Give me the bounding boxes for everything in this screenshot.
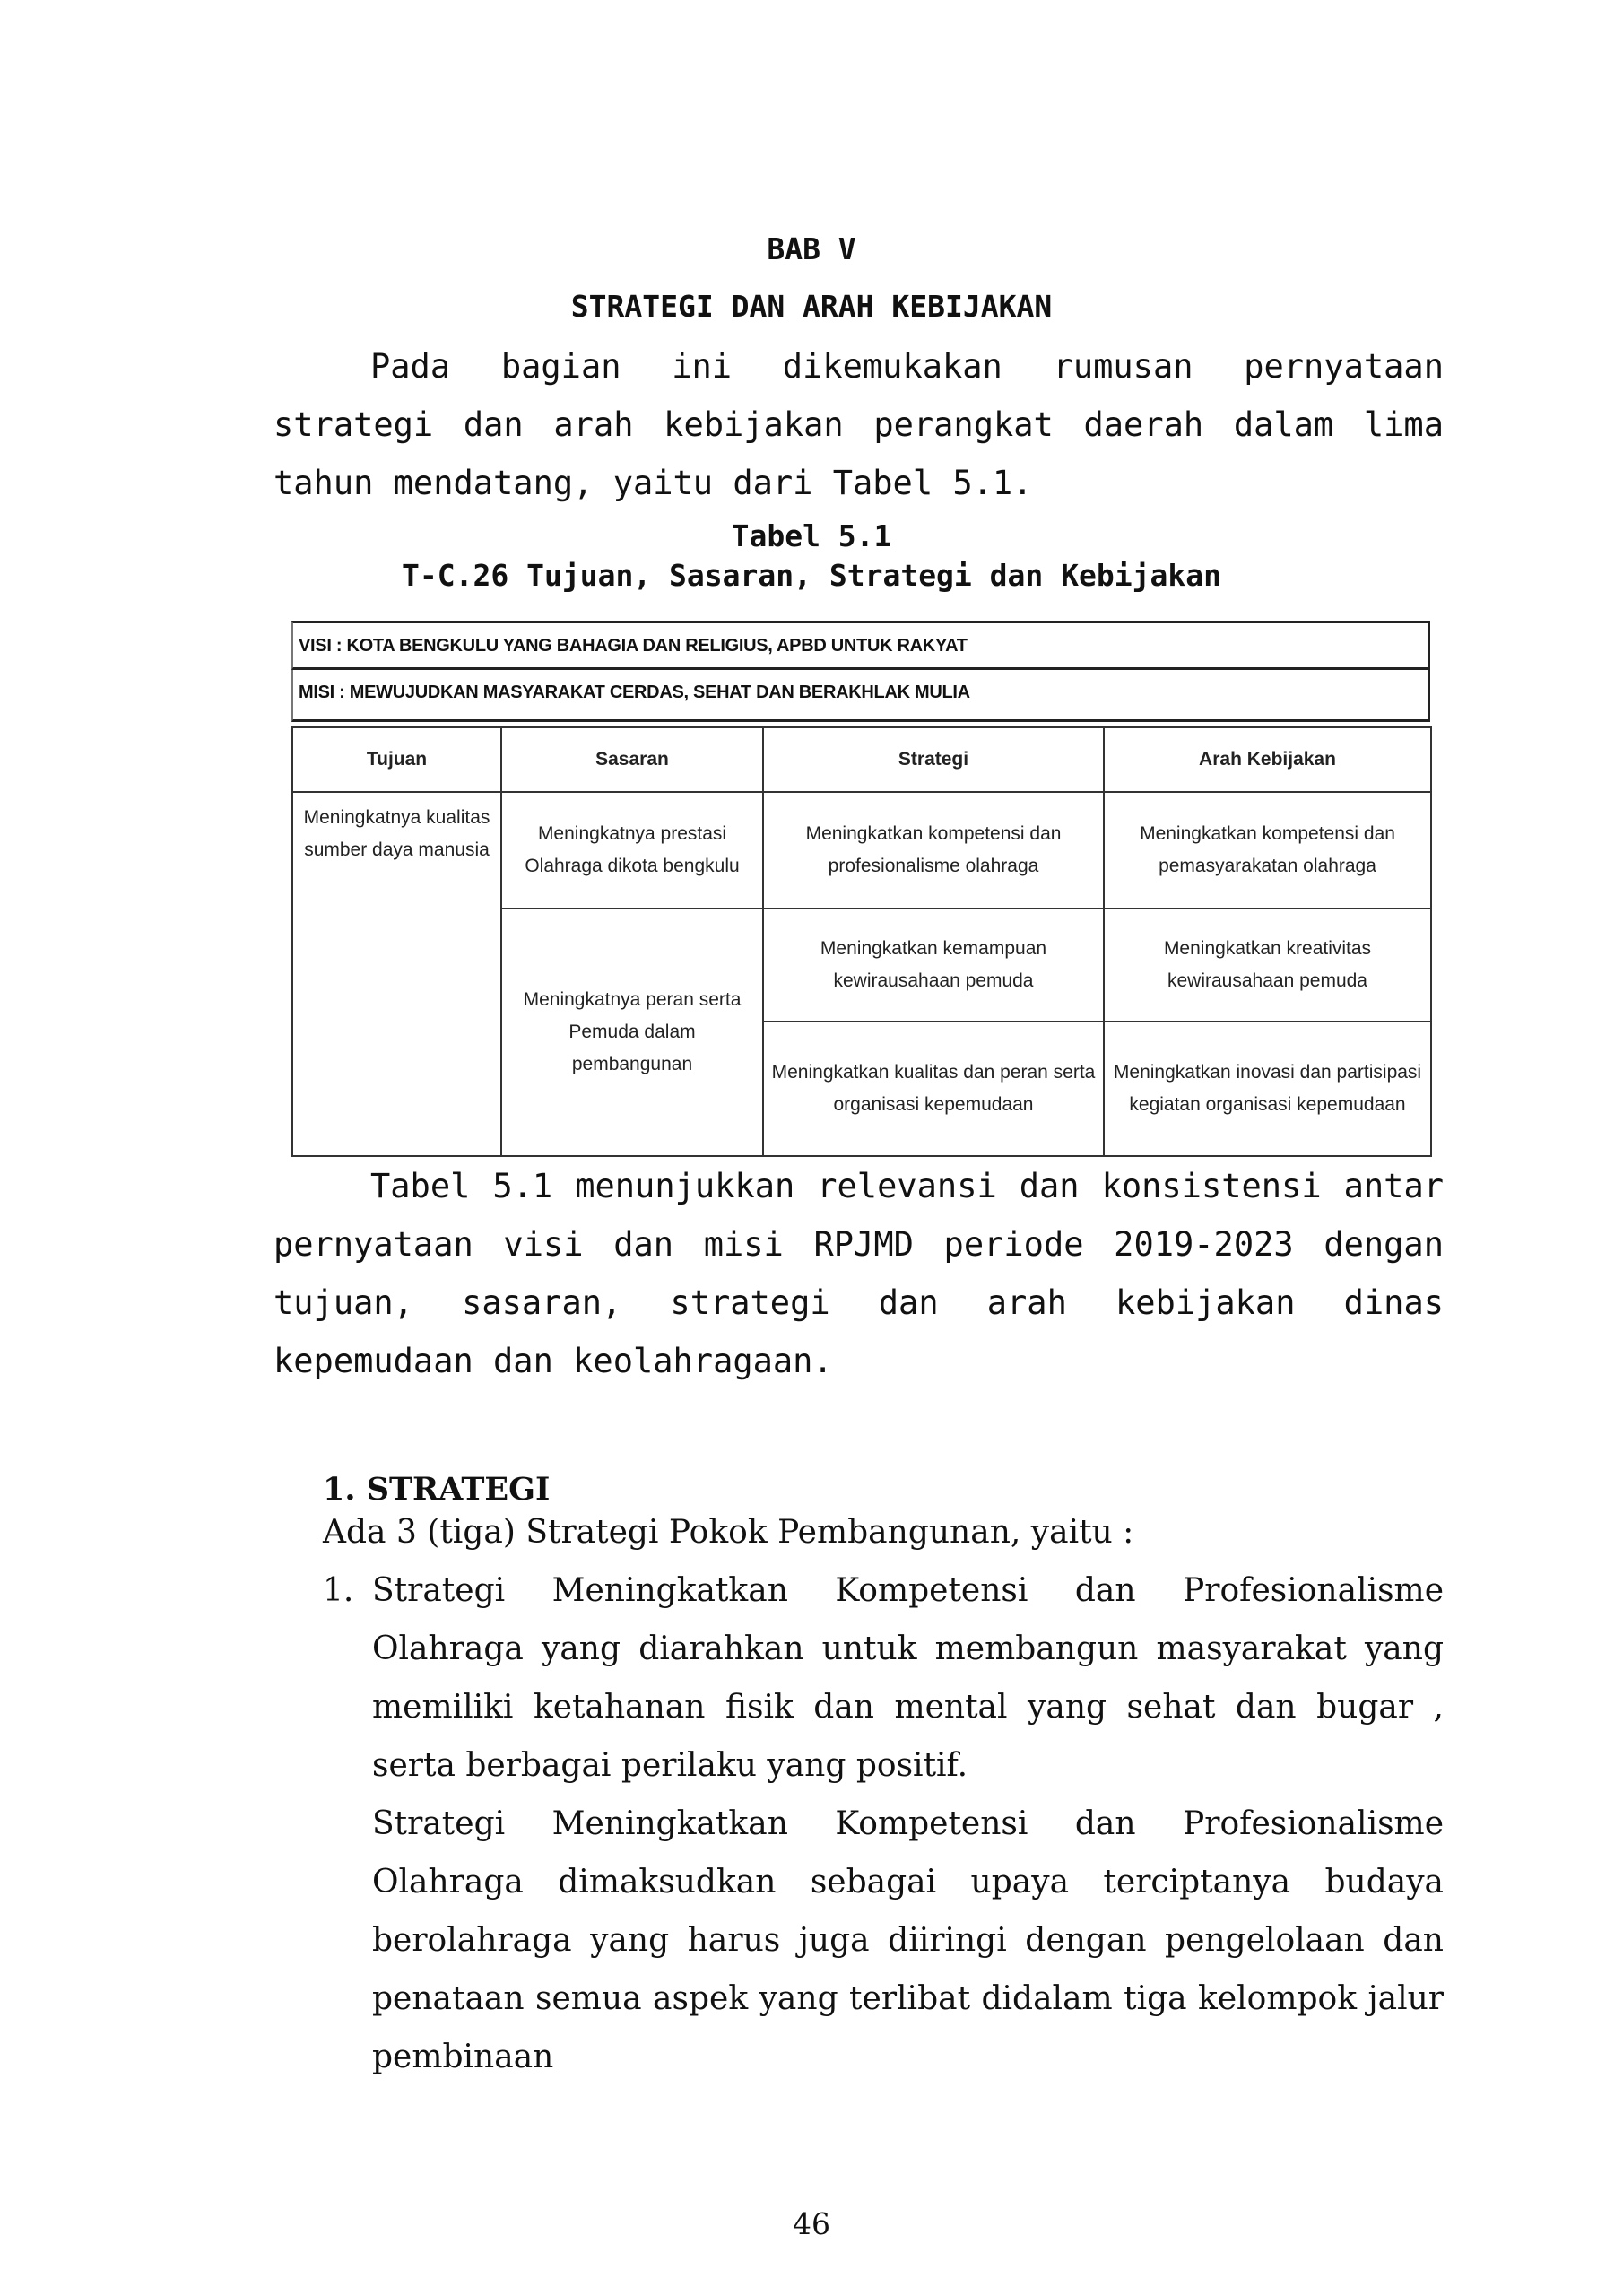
page-number: 46 [793,2206,830,2241]
list-item-paragraph-2: Strategi Meningkatkan Kompetensi dan Profesionalisme Olahraga dimaksudkan sebagai upaya terciptanya budaya berolahraga yang harus juga diiringi dengan pengelolaan dan penataan semua aspek yang terlibat didalam tiga kelompok jalur pembinaan [372,1805,1444,2075]
cell-kebijakan-2: Meningkatkan kreativitas kewirausahaan pemuda [1104,909,1431,1021]
cell-kebijakan-3: Meningkatkan inovasi dan partisipasi kegiatan organisasi kepemudaan [1104,1022,1431,1156]
cell-tujuan: Meningkatnya kualitas sumber daya manusia [292,792,501,1156]
list-item-number: 1. [323,1572,354,1609]
table-caption-title: T-C.26 Tujuan, Sasaran, Strategi dan Kebijakan [402,558,1221,593]
header-sasaran: Sasaran [501,727,763,792]
cell-sasaran-2: Meningkatnya peran serta Pemuda dalam pembangunan [501,909,763,1156]
visi-row: VISI : KOTA BENGKULU YANG BAHAGIA DAN RELIGIUS, APBD UNTUK RAKYAT [291,621,1430,670]
table-header-row [292,727,1431,792]
after-table-paragraph: Tabel 5.1 menunjukkan relevansi dan konsistensi antar pernyataan visi dan misi RPJMD periode 2019-2023 dengan tujuan, sasaran, strategi dan arah kebijakan dinas kepemudaan dan keolahragaan. [273,1167,1444,1380]
table-row [292,792,1431,909]
cell-kebijakan-1: Meningkatkan kompetensi dan pemasyarakatan olahraga [1104,792,1431,909]
section-lead: Ada 3 (tiga) Strategi Pokok Pembangunan, yaitu : [323,1514,1134,1551]
list-item-paragraph-1: Strategi Meningkatkan Kompetensi dan Profesionalisme Olahraga yang diarahkan untuk membangun masyarakat yang memiliki ketahanan fisik dan mental yang sehat dan bugar , serta berbagai perilaku yang positif. [372,1572,1444,1784]
cell-sasaran-1: Meningkatnya prestasi Olahraga dikota bengkulu [501,792,763,909]
misi-row: MISI : MEWUJUDKAN MASYARAKAT CERDAS, SEHAT DAN BERAKHLAK MULIA [291,670,1430,722]
cell-strategi-2: Meningkatkan kemampuan kewirausahaan pemuda [763,909,1104,1021]
intro-paragraph: Pada bagian ini dikemukakan rumusan pernyataan strategi dan arah kebijakan perangkat daerah dalam lima tahun mendatang, yaitu dari Tabel 5.1. [273,347,1444,502]
chapter-title: STRATEGI DAN ARAH KEBIJAKAN [570,289,1053,324]
header-arah-kebijakan: Arah Kebijakan [1104,727,1431,792]
strategy-grid [291,726,1432,1157]
table-caption-number: Tabel 5.1 [731,518,892,553]
section-title: 1. STRATEGI [323,1471,551,1508]
list-item [323,1561,1444,2086]
cell-strategi-1: Meningkatkan kompetensi dan profesionalisme olahraga [763,792,1104,909]
chapter-heading: BAB V [767,231,856,266]
header-strategi: Strategi [763,727,1104,792]
cell-strategi-3: Meningkatkan kualitas dan peran serta organisasi kepemudaan [763,1022,1104,1156]
strategy-table [291,605,1430,1157]
header-tujuan: Tujuan [292,727,501,792]
